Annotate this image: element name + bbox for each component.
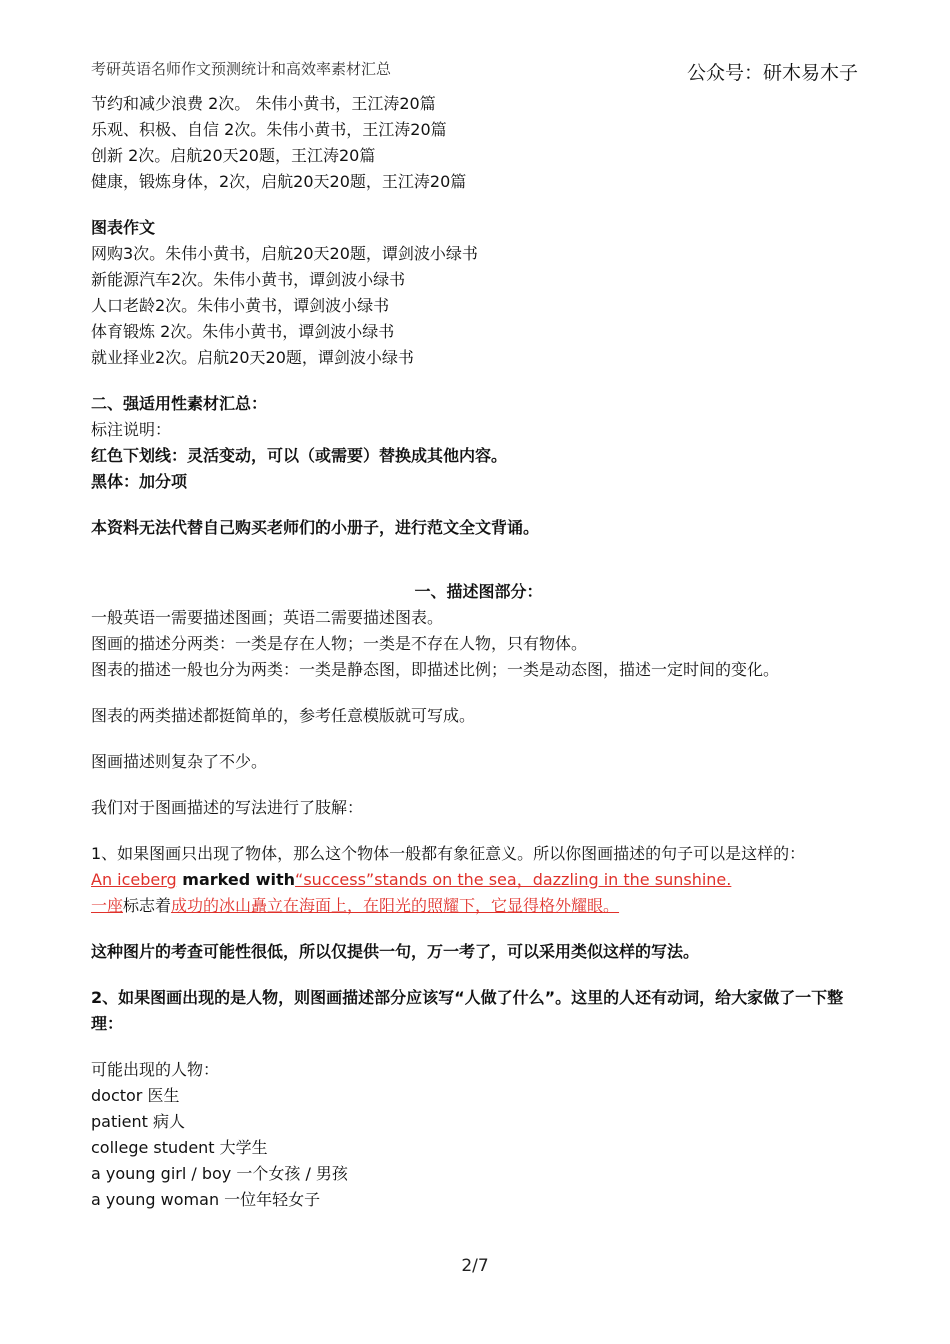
people-label: 可能出现的人物： bbox=[91, 1060, 220, 1079]
example-zh-subject: 一座 bbox=[91, 896, 124, 915]
paragraph: 图画的描述分两类：一类是存在人物；一类是不存在人物，只有物体。 bbox=[91, 634, 588, 653]
top-list-item: 乐观、积极、自信 2次。朱伟小黄书，王江涛20篇 bbox=[91, 120, 447, 139]
section-two-title: 二、强适用性素材汇总： bbox=[91, 394, 268, 413]
example-en-verb: marked with bbox=[176, 870, 296, 889]
point-one: 1、如果图画只出现了物体，那么这个物体一般都有象征意义。所以你图画描述的句子可以是这样的： bbox=[91, 844, 806, 863]
chart-list-item: 人口老龄2次。朱伟小黄书，谭剑波小绿书 bbox=[91, 296, 390, 315]
top-list-item: 健康，锻炼身体，2次，启航20天20题，王江涛20篇 bbox=[91, 172, 467, 191]
example-zh-verb: 标志着 bbox=[123, 896, 172, 915]
chart-list-item: 新能源汽车2次。朱伟小黄书，谭剑波小绿书 bbox=[91, 270, 406, 289]
list-item: doctor 医生 bbox=[91, 1086, 180, 1105]
header-title: 考研英语名师作文预测统计和高效率素材汇总 bbox=[91, 60, 392, 78]
list-item: patient 病人 bbox=[91, 1112, 186, 1131]
paragraph: 一般英语一需要描述图画；英语二需要描述图表。 bbox=[91, 608, 444, 627]
example-chinese bbox=[91, 893, 866, 919]
paragraph: 图画描述则复杂了不少。 bbox=[91, 752, 268, 771]
list-item: a young woman 一位年轻女子 bbox=[91, 1190, 321, 1209]
paragraph: 我们对于图画描述的写法进行了肢解： bbox=[91, 798, 364, 817]
part-one-title: 一、描述图部分： bbox=[414, 582, 543, 601]
header-account: 公众号：研木易木子 bbox=[686, 62, 858, 84]
example-zh-rest: 成功的冰山矗立在海面上，在阳光的照耀下，它显得格外耀眼。 bbox=[171, 896, 620, 915]
top-list-item: 创新 2次。启航20天20题，王江涛20篇 bbox=[91, 146, 376, 165]
page-number: 2/7 bbox=[461, 1256, 489, 1276]
example-en-rest: “success”stands on the sea，dazzling in the sunshine. bbox=[295, 870, 732, 889]
chart-list-item: 就业择业2次。启航20天20题，谭剑波小绿书 bbox=[91, 348, 414, 367]
chart-section-title: 图表作文 bbox=[91, 218, 156, 237]
bold-note: 黑体：加分项 bbox=[91, 472, 188, 491]
top-list-item: 节约和减少浪费 2次。 朱伟小黄书，王江涛20篇 bbox=[91, 94, 436, 113]
disclaimer: 本资料无法代替自己购买老师们的小册子，进行范文全文背诵。 bbox=[91, 518, 540, 537]
example-english bbox=[91, 867, 866, 893]
chart-list-item: 网购3次。朱伟小黄书，启航20天20题，谭剑波小绿书 bbox=[91, 244, 478, 263]
point-two: 2、如果图画出现的是人物，则图画描述部分应该写“人做了什么”。这里的人还有动词，给大家做了一下整理： bbox=[91, 988, 844, 1033]
red-underline-note: 红色下划线：灵活变动，可以（或需要）替换成其他内容。 bbox=[91, 446, 508, 465]
paragraph: 这种图片的考查可能性很低，所以仅提供一句，万一考了，可以采用类似这样的写法。 bbox=[91, 942, 700, 961]
note-label: 标注说明： bbox=[91, 420, 172, 439]
paragraph: 图表的两类描述都挺简单的，参考任意模版就可写成。 bbox=[91, 706, 476, 725]
document-body bbox=[91, 91, 866, 1213]
paragraph: 图表的描述一般也分为两类：一类是静态图，即描述比例；一类是动态图，描述一定时间的变化。 bbox=[91, 660, 780, 679]
example-en-subject: An iceberg bbox=[91, 870, 177, 889]
list-item: college student 大学生 bbox=[91, 1138, 268, 1157]
list-item: a young girl / boy 一个女孩 / 男孩 bbox=[91, 1164, 348, 1183]
chart-list-item: 体育锻炼 2次。朱伟小黄书，谭剑波小绿书 bbox=[91, 322, 395, 341]
